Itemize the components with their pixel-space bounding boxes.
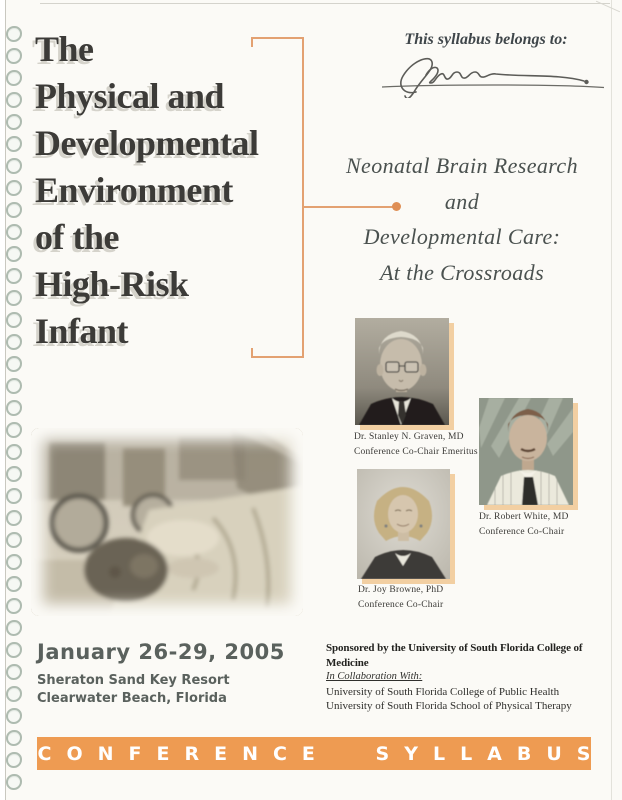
binding-hole	[6, 334, 22, 350]
binding-hole	[6, 554, 22, 570]
theme-line: Developmental Care:	[363, 224, 561, 249]
binding-hole	[6, 400, 22, 416]
binding-hole	[6, 158, 22, 174]
binding-hole	[6, 576, 22, 592]
signature-area	[374, 48, 612, 103]
binding-hole	[6, 664, 22, 680]
binding-hole	[6, 70, 22, 86]
signature-icon	[374, 48, 612, 98]
binding-hole	[6, 444, 22, 460]
theme-line: Neonatal Brain Research	[345, 153, 578, 178]
binding-hole	[6, 642, 22, 658]
binding-hole	[6, 312, 22, 328]
browne-photo	[357, 469, 450, 579]
binding-hole	[6, 752, 22, 768]
chair-role: Conference Co-Chair Emeritus	[354, 446, 478, 457]
binding-hole	[6, 290, 22, 306]
graven-caption	[354, 430, 478, 459]
binding-hole	[6, 488, 22, 504]
event-location: Clearwater Beach, Florida	[37, 691, 227, 706]
page-top-edge	[40, 3, 610, 4]
event-details	[37, 640, 285, 708]
conference-theme	[316, 148, 608, 290]
title-line: Developmental	[35, 123, 259, 163]
binding-hole	[6, 26, 22, 42]
binding-hole	[6, 708, 22, 724]
binding-hole	[6, 510, 22, 526]
binding-hole	[6, 774, 22, 790]
white-photo	[479, 398, 573, 505]
binding-hole	[6, 356, 22, 372]
binding-hole	[6, 136, 22, 152]
chair-name: Dr. Stanley N. Graven, MD	[354, 432, 464, 442]
sponsor-block	[326, 641, 612, 714]
binding-hole	[6, 532, 22, 548]
graven-photo	[355, 318, 449, 425]
title-line: Environment	[35, 170, 233, 210]
browne-caption	[358, 583, 443, 612]
event-venue: Sheraton Sand Key Resort	[37, 673, 230, 688]
binding-hole	[6, 224, 22, 240]
bracket-bottom-tick	[251, 356, 304, 358]
binding-hole	[6, 48, 22, 64]
title-line: The	[35, 29, 94, 69]
bracket-top-stub	[251, 37, 253, 47]
title-line: Physical and	[35, 76, 225, 116]
chair-role: Conference Co-Chair	[479, 526, 565, 537]
belongs-to-label: This syllabus belongs to:	[404, 31, 568, 48]
conference-syllabus-banner: CONFERENCE SYLLABUS	[37, 737, 591, 770]
binding-hole	[6, 268, 22, 284]
chair-role: Conference Co-Chair	[358, 599, 444, 610]
collaboration-label: In Collaboration With:	[326, 671, 423, 682]
baby-nicu-photo	[31, 428, 303, 616]
white-caption	[479, 510, 569, 539]
binding-hole	[6, 180, 22, 196]
binding-hole	[6, 92, 22, 108]
binding-hole	[6, 202, 22, 218]
title-line: Infant	[35, 311, 129, 351]
binding-hole	[6, 730, 22, 746]
title-line: High-Risk	[35, 264, 189, 304]
binding-hole	[6, 466, 22, 482]
binding-hole	[6, 686, 22, 702]
binding-hole	[6, 598, 22, 614]
photo-fade-edge	[31, 428, 303, 616]
bracket-spine	[302, 37, 304, 358]
collaborator: University of South Florida College of Public Health	[326, 685, 560, 698]
binding-hole	[6, 620, 22, 636]
title-line: of the	[35, 217, 119, 257]
binding-hole	[6, 422, 22, 438]
binding-hole	[6, 246, 22, 262]
page-title	[35, 26, 258, 355]
theme-line: At the Crossroads	[379, 259, 545, 285]
bracket-top-tick	[251, 37, 304, 39]
theme-line: and	[444, 188, 480, 214]
chair-name: Dr. Robert White, MD	[479, 512, 569, 522]
binding-hole	[6, 378, 22, 394]
binding-hole	[6, 114, 22, 130]
bracket-bottom-stub	[251, 348, 253, 358]
sponsor-heading: Sponsored by the University of South Florida College of Medicine	[326, 642, 583, 669]
event-dates: January 26-29, 2005	[37, 640, 285, 664]
collaborator: University of South Florida School of Physical Therapy	[326, 700, 572, 712]
chair-name: Dr. Joy Browne, PhD	[358, 585, 444, 595]
